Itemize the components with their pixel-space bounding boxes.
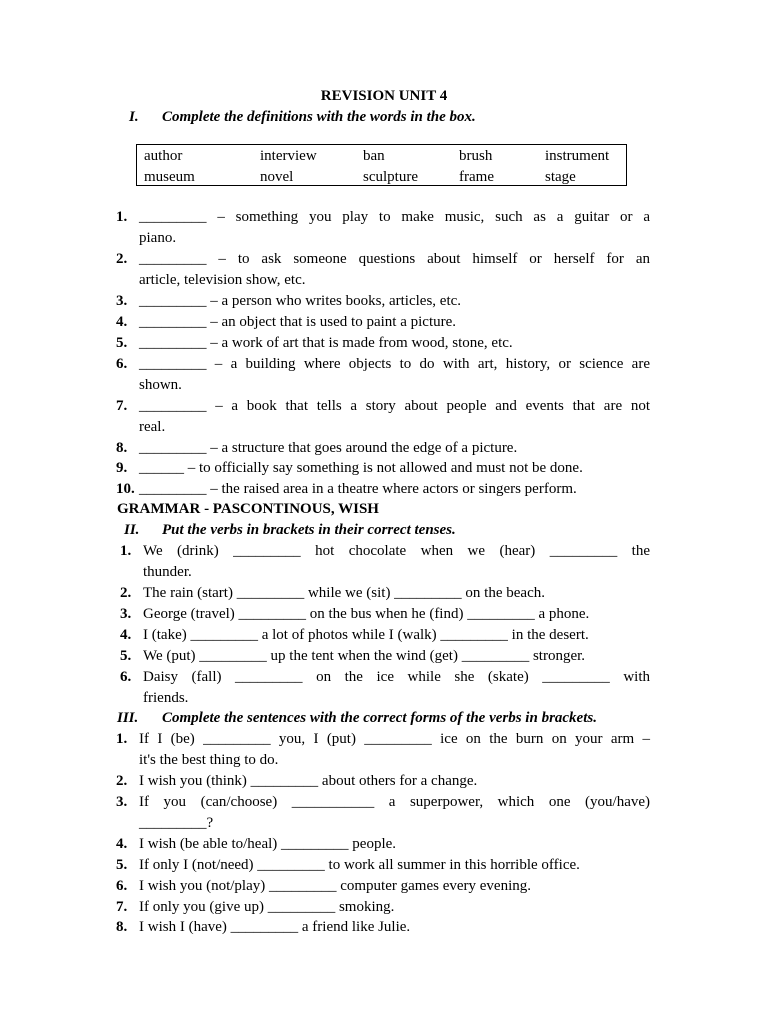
word-box-word: novel: [260, 169, 294, 185]
item-text: I wish I (have) _________ a friend like Julie.: [139, 919, 411, 935]
item-number: 2.: [120, 585, 132, 601]
section-2-heading: [124, 520, 644, 541]
item-number: 5.: [116, 857, 128, 873]
item-number: 1.: [120, 543, 132, 559]
item-text-continued: shown.: [139, 377, 182, 393]
item-number: 2.: [116, 773, 128, 789]
item-number: 4.: [120, 627, 132, 643]
item-text: _________ – something you play to make music, such as a guitar or a: [139, 209, 650, 225]
item-text: _________ – to ask someone questions about himself or herself for an: [139, 251, 650, 267]
item-number: 4.: [116, 836, 128, 852]
item-text: ______ – to officially say something is not allowed and must not be done.: [139, 460, 583, 476]
section-1-heading: [129, 107, 649, 128]
item-number: 1.: [116, 731, 128, 747]
page-title: REVISION UNIT 4: [320, 88, 448, 104]
item-text: If you (can/choose) ___________ a superpower, which one (you/have): [139, 794, 650, 810]
word-box-word: author: [144, 148, 183, 164]
item-text: I (take) _________ a lot of photos while I (walk) _________ in the desert.: [143, 627, 589, 643]
item-text: George (travel) _________ on the bus when he (find) _________ a phone.: [143, 606, 590, 622]
word-box-word: interview: [260, 148, 317, 164]
section-1-instruction: Complete the definitions with the words in the box.: [162, 109, 476, 125]
item-number: 4.: [116, 314, 128, 330]
item-text-continued: article, television show, etc.: [139, 272, 306, 288]
word-box-word: frame: [459, 169, 494, 185]
item-number: 3.: [116, 293, 128, 309]
word-box-word: museum: [144, 169, 195, 185]
item-number: 7.: [116, 899, 128, 915]
item-text: _________ – the raised area in a theatre where actors or singers perform.: [139, 481, 577, 497]
item-text: We (drink) _________ hot chocolate when we (hear) _________ the: [143, 543, 650, 559]
item-number: 5.: [116, 335, 128, 351]
item-number: 3.: [120, 606, 132, 622]
item-number: 6.: [116, 878, 128, 894]
word-box-word: ban: [363, 148, 385, 164]
item-text: _________ – a structure that goes around the edge of a picture.: [139, 440, 518, 456]
grammar-heading: GRAMMAR - PASCONTINOUS, WISH: [117, 501, 379, 517]
word-box-word: instrument: [545, 148, 610, 164]
word-box: [136, 144, 627, 186]
word-box-word: stage: [545, 169, 576, 185]
word-box-word: sculpture: [363, 169, 418, 185]
item-text: We (put) _________ up the tent when the wind (get) _________ stronger.: [143, 648, 586, 664]
item-number: 7.: [116, 398, 128, 414]
item-text-continued: thunder.: [143, 564, 192, 580]
item-text: _________ – a building where objects to do with art, history, or science are: [139, 356, 650, 372]
item-number: 8.: [116, 919, 128, 935]
item-number: 2.: [116, 251, 128, 267]
item-text-continued: _________?: [139, 815, 214, 831]
section-3-instruction: Complete the sentences with the correct forms of the verbs in brackets.: [162, 710, 597, 726]
section-3-heading: [117, 708, 657, 729]
item-number: 8.: [116, 440, 128, 456]
item-text: I wish you (think) _________ about others for a change.: [139, 773, 478, 789]
item-text-continued: piano.: [139, 230, 177, 246]
section-2-number: II.: [124, 522, 140, 538]
item-text: If only you (give up) _________ smoking.: [139, 899, 395, 915]
item-text-continued: it's the best thing to do.: [139, 752, 279, 768]
item-number: 9.: [116, 460, 128, 476]
item-text: _________ – a person who writes books, articles, etc.: [139, 293, 462, 309]
item-number: 5.: [120, 648, 132, 664]
item-text: If only I (not/need) _________ to work all summer in this horrible office.: [139, 857, 580, 873]
item-number: 6.: [116, 356, 128, 372]
item-number: 6.: [120, 669, 132, 685]
item-text: I wish (be able to/heal) _________ people.: [139, 836, 397, 852]
section-1-number: I.: [129, 109, 139, 125]
item-text: If I (be) _________ you, I (put) _________ ice on the burn on your arm –: [139, 731, 650, 747]
item-text: _________ – a work of art that is made from wood, stone, etc.: [139, 335, 513, 351]
item-number: 10.: [116, 481, 135, 497]
section-3-number: III.: [117, 710, 139, 726]
item-text: _________ – a book that tells a story about people and events that are not: [139, 398, 650, 414]
word-box-word: brush: [459, 148, 493, 164]
item-text: Daisy (fall) _________ on the ice while she (skate) _________ with: [143, 669, 650, 685]
item-text-continued: real.: [139, 419, 166, 435]
section-2-instruction: Put the verbs in brackets in their correct tenses.: [162, 522, 456, 538]
item-number: 3.: [116, 794, 128, 810]
item-text-continued: friends.: [143, 690, 189, 706]
item-text: The rain (start) _________ while we (sit) _________ on the beach.: [143, 585, 545, 601]
item-number: 1.: [116, 209, 128, 225]
item-text: _________ – an object that is used to paint a picture.: [139, 314, 457, 330]
item-text: I wish you (not/play) _________ computer games every evening.: [139, 878, 531, 894]
